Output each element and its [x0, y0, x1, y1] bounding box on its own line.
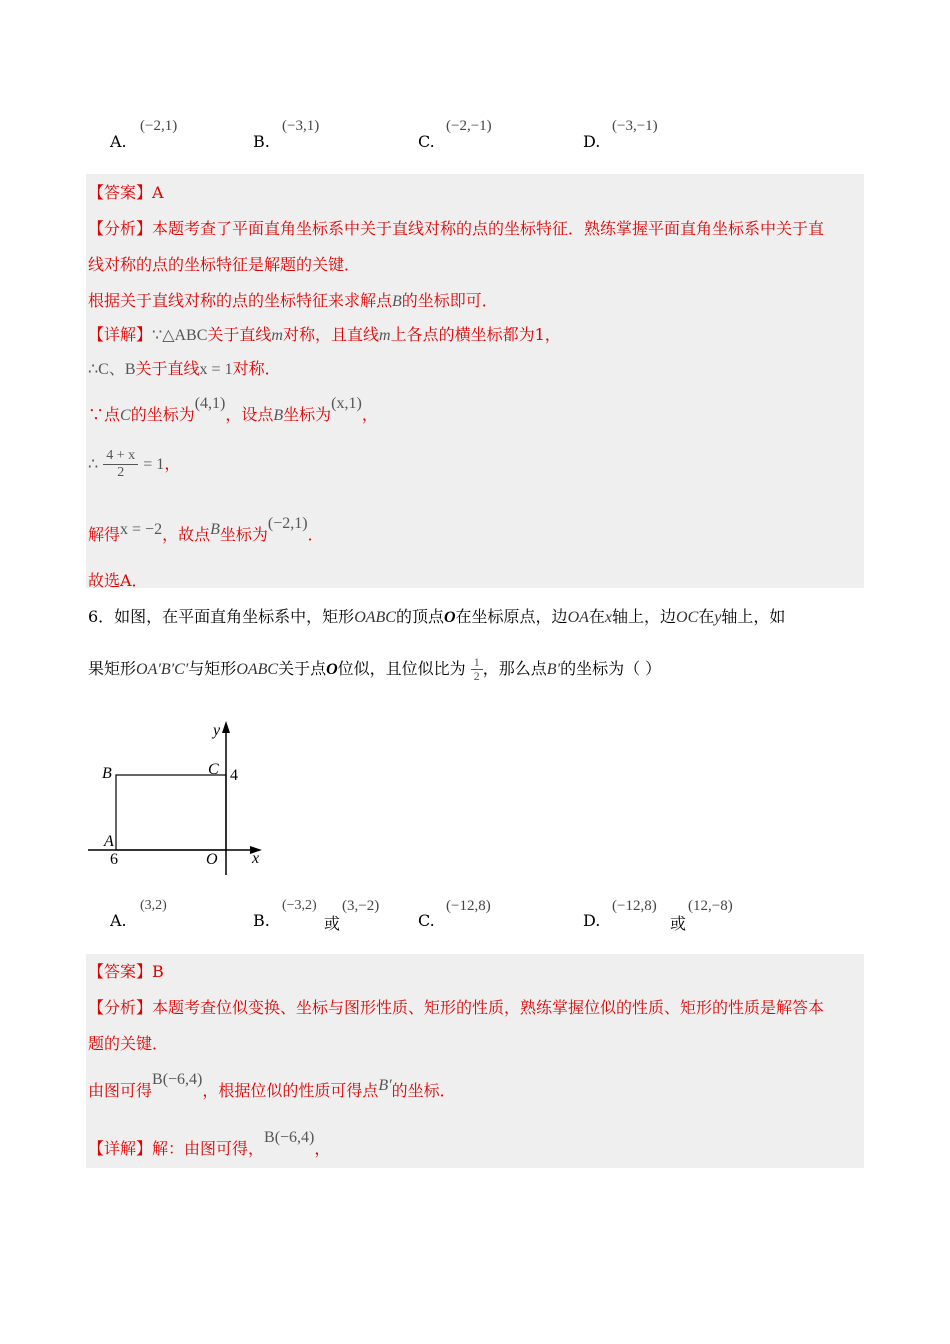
answer-tag: 【答案】	[88, 962, 153, 981]
q5-option-b-label: B.	[253, 132, 270, 151]
q6-option-b-label: B.	[253, 911, 270, 930]
q5-detail-line-5	[88, 515, 324, 545]
stem-text: 轴上，如	[721, 607, 786, 626]
q6-option-d-value: (−12,8)	[612, 898, 657, 914]
q5-option-d-label: D.	[583, 132, 601, 151]
detail-tag: 【详解】	[88, 325, 153, 344]
answer-tag: 【答案】	[88, 183, 153, 202]
detail-text: 关于直线	[207, 325, 272, 344]
q6-stem-line-2	[88, 656, 661, 683]
analysis-text: 本题考查位似变换、坐标与图形性质、矩形的性质，熟练掌握位似的性质、矩形的性质是解答本	[152, 998, 825, 1017]
stem-text: ，那么点	[482, 659, 547, 678]
x-label: x	[252, 850, 260, 867]
detail-text: ，	[361, 405, 378, 424]
analysis-text: ，根据位似的性质可得点	[202, 1081, 379, 1100]
stem-text: 在	[698, 607, 715, 626]
q6-option-d-label: D.	[583, 911, 601, 930]
detail-text: ∵点	[88, 405, 121, 424]
stem-text: 位似，且位似比为	[337, 659, 466, 678]
coordinate-figure	[80, 715, 280, 885]
fraction-denominator: 2	[117, 465, 125, 480]
math-rect-prime: OA′B′C′	[136, 661, 189, 678]
q6-stem-line-1	[88, 604, 785, 627]
math-m: m	[379, 327, 391, 344]
q6-option-c-label: C.	[418, 911, 435, 930]
math-o: O	[443, 609, 456, 626]
detail-text: 的坐标为	[130, 405, 195, 424]
math-fraction	[471, 656, 483, 683]
fraction-numerator: 4 + x	[103, 448, 138, 465]
math-b: B	[392, 293, 402, 310]
q5-detail-line-1	[88, 322, 561, 345]
q6-option-d-value2: (12,−8)	[688, 898, 733, 914]
q6-analysis-line-3	[88, 1071, 456, 1101]
detail-text: 坐标为	[283, 405, 332, 424]
math-m: m	[271, 327, 283, 344]
math-o: O	[326, 661, 338, 678]
math-x: x	[604, 609, 613, 626]
q5-analysis-line-2: 线对称的点的坐标特征是解题的关键．	[88, 255, 361, 274]
math-coord: B(−6,4)	[152, 1071, 203, 1088]
stem-text: 的顶点	[395, 607, 444, 626]
detail-text: ，	[164, 454, 181, 473]
q6-answer-line	[88, 959, 164, 982]
q5-option-a-label: A.	[110, 132, 127, 151]
math-rect: OABC	[354, 609, 396, 626]
q5-option-c-value: (−2,−1)	[446, 118, 492, 134]
q6-option-b-or: 或	[324, 914, 341, 933]
detail-text: 解得	[88, 525, 121, 544]
math-equation: x = −2	[120, 521, 163, 538]
math-b-prime: B′	[546, 661, 561, 678]
math-oc: OC	[676, 609, 699, 626]
detail-text: 对称，且直线	[282, 325, 379, 344]
detail-text: 坐标为	[219, 525, 268, 544]
fraction-denominator: 2	[473, 669, 480, 683]
detail-text: 解：由图可得，	[152, 1139, 265, 1158]
math-c: C	[120, 407, 131, 424]
stem-text: 关于点	[278, 659, 327, 678]
math-oa: OA	[567, 609, 589, 626]
analysis-text: 的坐标．	[391, 1081, 456, 1100]
math-therefore: ∴	[88, 456, 99, 473]
math-b: B	[273, 407, 284, 424]
math-equation: x = 1	[199, 361, 233, 378]
y-axis-arrow	[222, 721, 230, 733]
math-fraction	[103, 448, 138, 481]
q6-analysis-line-2: 题的关键．	[88, 1034, 169, 1053]
y-label: y	[213, 722, 221, 739]
label-six: 6	[110, 851, 118, 868]
math-equation: = 1	[143, 456, 165, 473]
q6-option-b-value: (−3,2)	[282, 898, 317, 913]
q5-analysis-line-1	[88, 216, 824, 239]
rectangle-oabc	[116, 775, 226, 850]
q5-option-b-value: (−3,1)	[282, 118, 320, 134]
analysis-tag: 【分析】	[88, 998, 153, 1017]
q5-detail-line-6: 故选A．	[88, 571, 148, 590]
detail-text: ，	[314, 1139, 331, 1158]
detail-text: ，设点	[225, 405, 274, 424]
q6-option-d-or: 或	[670, 914, 687, 933]
q5-analysis-line-3	[88, 288, 498, 311]
q5-detail-line-3	[88, 395, 378, 425]
analysis-text: 的坐标即可．	[401, 291, 498, 310]
q6-analysis-line-1	[88, 995, 824, 1018]
point-c-label: C	[208, 761, 219, 778]
math-b-prime: B′	[378, 1077, 392, 1094]
math-therefore: ∴C、B	[88, 361, 136, 378]
q6-option-c-value: (−12,8)	[446, 898, 491, 914]
detail-text: 关于直线	[135, 359, 200, 378]
stem-text: 在坐标原点，边	[455, 607, 568, 626]
stem-text: 与矩形	[188, 659, 237, 678]
q5-option-a-value: (−2,1)	[140, 118, 178, 134]
q5-option-c-label: C.	[418, 132, 435, 151]
point-o-label: O	[206, 851, 218, 868]
math-triangle: ∵△ABC	[152, 327, 208, 344]
math-y: y	[714, 609, 722, 626]
stem-text: 在	[588, 607, 605, 626]
analysis-text: 根据关于直线对称的点的坐标特征来求解点	[88, 291, 393, 310]
q6-option-a-label: A.	[110, 911, 127, 930]
q6-option-a-value: (3,2)	[140, 898, 167, 913]
point-b-label: B	[102, 765, 112, 782]
detail-text: 对称．	[232, 359, 281, 378]
detail-text: ．	[307, 525, 324, 544]
q6-detail-line-1	[88, 1129, 331, 1159]
label-four: 4	[230, 767, 238, 784]
q6-option-b-value2: (3,−2)	[342, 898, 380, 914]
point-a-label: A	[104, 833, 114, 850]
math-coord: (4,1)	[194, 395, 226, 412]
q5-detail-line-4	[88, 448, 180, 481]
stem-text: 轴上，边	[612, 607, 677, 626]
math-coord: (x,1)	[331, 395, 362, 412]
detail-text: 上各点的横坐标都为1，	[390, 325, 561, 344]
analysis-tag: 【分析】	[88, 219, 153, 238]
answer-value: B	[152, 962, 164, 981]
q5-answer-line	[88, 180, 164, 203]
math-b: B	[210, 521, 220, 538]
analysis-text: 本题考查了平面直角坐标系中关于直线对称的点的坐标特征．熟练掌握平面直角坐标系中关于直	[152, 219, 825, 238]
detail-tag: 【详解】	[88, 1139, 153, 1158]
q5-option-d-value: (−3,−1)	[612, 118, 658, 134]
detail-text: ，故点	[162, 525, 211, 544]
stem-text: 的坐标为（ ）	[560, 659, 662, 678]
fraction-numerator: 1	[471, 656, 483, 670]
stem-text: 果矩形	[88, 659, 137, 678]
analysis-text: 由图可得	[88, 1081, 153, 1100]
answer-value: A	[152, 183, 164, 202]
stem-text: 6．如图，在平面直角坐标系中，矩形	[88, 607, 355, 626]
math-coord: B(−6,4)	[264, 1129, 315, 1146]
math-coord: (−2,1)	[267, 515, 308, 532]
q5-detail-line-2	[88, 356, 281, 379]
math-rect: OABC	[236, 661, 279, 678]
